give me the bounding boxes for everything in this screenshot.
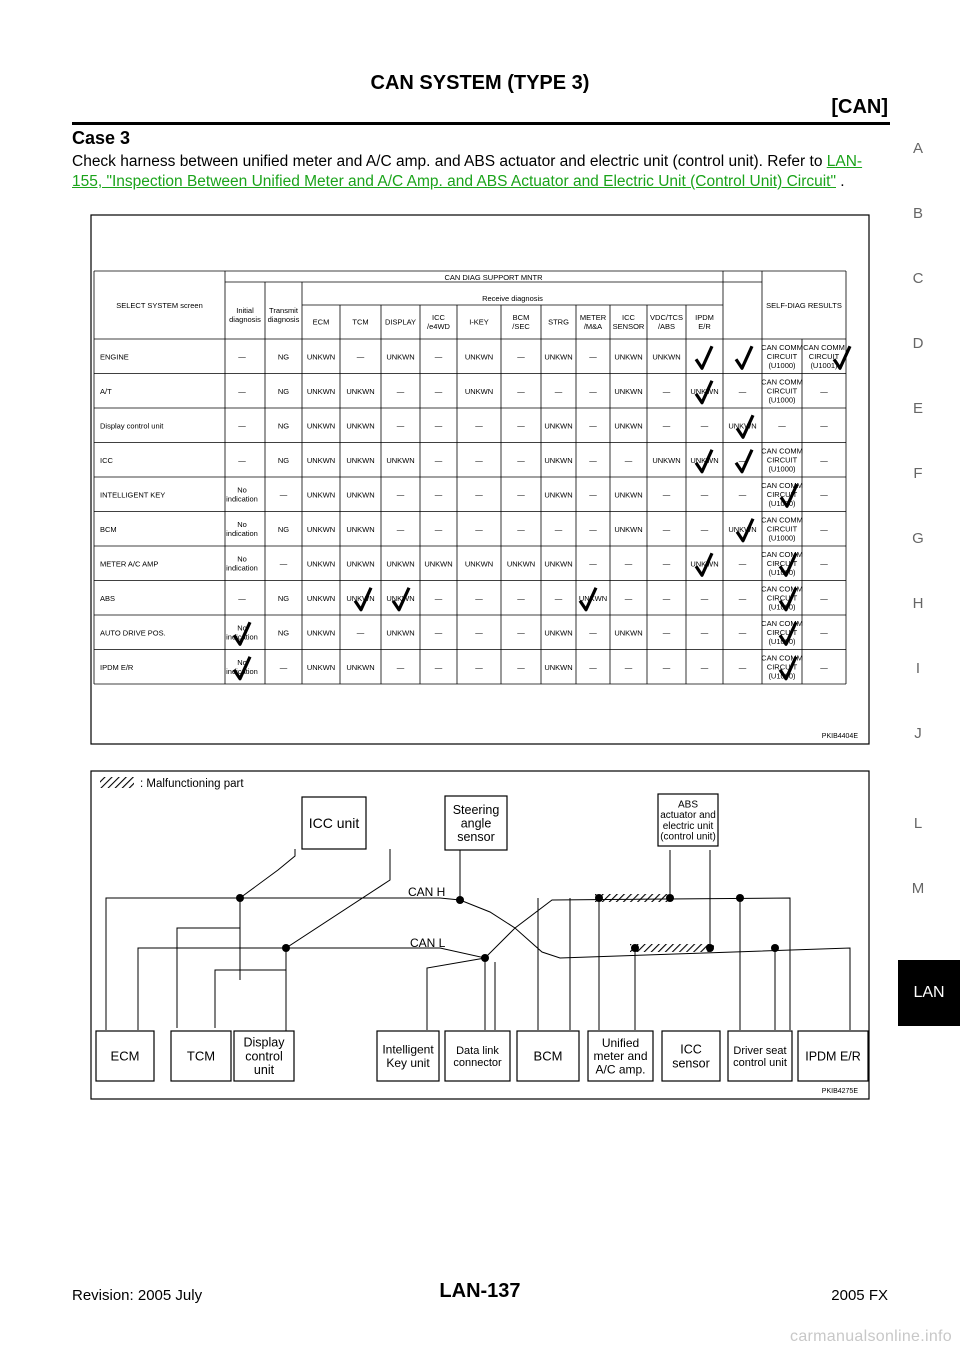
self-diag-cell: CIRCUIT	[766, 489, 798, 499]
wire-can-h	[106, 849, 295, 1030]
unit-label: ECM	[110, 1048, 140, 1064]
legend-text: : Malfunctioning part	[140, 778, 244, 790]
unit-label: control	[245, 1049, 283, 1064]
table-cell: —	[589, 352, 597, 362]
table-cell: —	[434, 593, 443, 603]
unit-label: Steering	[452, 802, 500, 817]
revision-text: Revision: 2005 July	[72, 1287, 203, 1304]
table-cell: UNKWN	[386, 628, 415, 638]
self-diag-cell: CIRCUIT	[766, 662, 798, 672]
header-receive-column: /M&A	[583, 322, 603, 332]
table-cell: UNKWN	[464, 559, 494, 569]
table-cell: —	[517, 490, 525, 500]
table-cell: —	[738, 662, 747, 672]
table-cell: —	[434, 524, 443, 534]
table-cell: UNKWN	[306, 490, 336, 500]
table-cell: —	[517, 421, 525, 431]
table-cell: —	[434, 628, 443, 638]
table-cell: —	[624, 662, 633, 672]
table-cell: —	[738, 593, 747, 603]
index-letter-b[interactable]: B	[912, 205, 923, 222]
unit-label: connector	[453, 1056, 502, 1069]
row-label: ICC	[100, 455, 113, 465]
body-text-tail: .	[836, 173, 845, 190]
table-cell: NG	[277, 352, 290, 362]
table-cell: —	[396, 524, 405, 534]
table-cell: UNKWN	[544, 490, 573, 500]
malfunction-hatch	[630, 944, 714, 952]
table-cell: —	[624, 593, 633, 603]
table-cell: —	[554, 386, 563, 396]
table-cell: —	[624, 559, 633, 569]
self-diag-cell: CIRCUIT	[766, 627, 798, 637]
table-cell: —	[434, 490, 443, 500]
index-letter-e[interactable]: E	[912, 400, 923, 417]
table-cell: No	[237, 485, 247, 495]
table-cell: —	[396, 386, 405, 396]
row-label: BCM	[100, 524, 117, 534]
unit-label: Data link	[456, 1044, 499, 1057]
table-cell: NG	[277, 593, 290, 603]
table-cell: UNKWN	[346, 490, 375, 500]
table-cell: —	[554, 524, 563, 534]
table-cell: UNKWN	[346, 421, 375, 431]
table-cell: UNKWN	[386, 559, 415, 569]
unit-label: sensor	[457, 829, 495, 844]
table-cell: UNKWN	[346, 662, 375, 672]
table-cell: No	[237, 657, 247, 667]
table-cell: indication	[226, 528, 258, 538]
self-diag-cell: —	[820, 559, 828, 569]
self-diag-cell: (U1000)	[768, 636, 796, 646]
wire-can-l	[286, 928, 850, 1030]
unit-label: angle	[460, 816, 492, 831]
table-cell: —	[279, 662, 288, 672]
wire-branch	[177, 898, 240, 1028]
table-cell: —	[700, 421, 709, 431]
table-cell: UNKWN	[306, 628, 336, 638]
table-cell: —	[434, 386, 443, 396]
table-cell: UNKWN	[306, 455, 336, 465]
table-cell: No	[237, 623, 247, 633]
self-diag-cell: —	[820, 455, 828, 465]
legend-hatch-swatch	[100, 777, 134, 788]
table-cell: UNKWN	[306, 524, 336, 534]
self-diag-cell: (U1000)	[768, 671, 796, 681]
table-cell: —	[238, 352, 246, 362]
table-cell: —	[279, 559, 288, 569]
row-label: IPDM E/R	[100, 662, 134, 672]
table-cell: —	[662, 559, 671, 569]
unit-label: unit	[253, 1063, 275, 1078]
header-receive-column: METER	[579, 313, 607, 323]
table-cell: UNKWN	[306, 386, 336, 396]
table-cell: No	[237, 519, 247, 529]
section-tag: [CAN]	[831, 96, 888, 118]
self-diag-cell: —	[820, 628, 828, 638]
self-diag-cell: CIRCUIT	[766, 593, 798, 603]
table-cell: —	[475, 455, 483, 465]
self-diag-cell: CIRCUIT	[766, 386, 798, 396]
table-cell: —	[475, 593, 483, 603]
header-receive-column: E/R	[698, 322, 711, 332]
table-cell: UNKWN	[690, 455, 719, 465]
index-letter-g[interactable]: G	[912, 530, 924, 547]
table-cell: —	[662, 628, 671, 638]
unit-label: A/C amp.	[595, 1062, 646, 1077]
row-label: INTELLIGENT KEY	[100, 490, 166, 500]
table-cell: —	[662, 490, 671, 500]
self-diag-cell: (U1000)	[768, 567, 796, 577]
table-cell: —	[589, 559, 597, 569]
self-diag-cell: —	[778, 421, 786, 431]
header-receive-column: /e4WD	[427, 322, 450, 332]
table-cell: —	[738, 559, 747, 569]
row-label: ENGINE	[100, 352, 129, 362]
table-cell: —	[434, 421, 443, 431]
unit-label: Intelligent	[382, 1042, 434, 1057]
check-mark-icon	[696, 346, 712, 368]
self-diag-cell: —	[820, 421, 828, 431]
index-letter-j[interactable]: J	[914, 725, 922, 742]
table-cell: —	[700, 662, 709, 672]
table-cell: UNKWN	[614, 421, 643, 431]
table-cell: —	[700, 628, 709, 638]
table-cell: UNKWN	[544, 352, 573, 362]
table-cell: UNKWN	[544, 455, 573, 465]
table-cell: —	[517, 455, 525, 465]
header-rule	[72, 122, 890, 125]
header-receive-column: IPDM	[695, 313, 714, 323]
table-cell: —	[700, 490, 709, 500]
can-wiring-diagram	[90, 770, 870, 1100]
header-receive-diag: Receive diagnosis	[482, 294, 543, 303]
row-label: Display control unit	[100, 421, 164, 431]
table-cell: —	[475, 662, 483, 672]
table-cell: UNKWN	[506, 559, 536, 569]
header-receive-column: SENSOR	[612, 322, 645, 332]
self-diag-cell: (U1000)	[768, 464, 796, 474]
table-cell: —	[279, 490, 288, 500]
table-cell: —	[738, 386, 747, 396]
self-diag-cell: —	[820, 386, 828, 396]
table-cell: UNKWN	[386, 352, 415, 362]
table-cell: NG	[277, 455, 290, 465]
unit-label: Unified	[601, 1036, 640, 1050]
table-cell: —	[662, 593, 671, 603]
header-receive-column: BCM	[512, 313, 530, 323]
header-receive-column: ICC	[432, 313, 445, 323]
junction-dot	[771, 944, 779, 952]
table-cell: UNKWN	[690, 386, 719, 396]
table-cell: UNKWN	[652, 352, 681, 362]
self-diag-cell: (U1000)	[768, 498, 796, 508]
table-cell: indication	[226, 563, 258, 573]
unit-label: ICC unit	[308, 814, 360, 831]
unit-label: BCM	[533, 1048, 563, 1064]
table-cell: —	[662, 421, 671, 431]
table-cell: UNKWN	[346, 524, 375, 534]
junction-dot	[481, 954, 489, 962]
unit-label: Display	[243, 1035, 285, 1050]
junction-dot	[736, 894, 744, 902]
diag-support-table-figure	[90, 214, 870, 745]
junction-dot	[236, 894, 244, 902]
table-cell: UNKWN	[578, 593, 608, 603]
header-select-system: SELECT SYSTEM screen	[116, 301, 203, 310]
header-initial-diag: diagnosis	[229, 315, 261, 325]
table-cell: UNKWN	[544, 421, 573, 431]
table-cell: UNKWN	[306, 593, 336, 603]
row-label: AUTO DRIVE POS.	[100, 628, 166, 638]
table-cell: —	[589, 386, 597, 396]
header-transmit-diag: Transmit	[269, 306, 298, 316]
table-cell: —	[238, 386, 246, 396]
self-diag-cell: CAN COMM	[761, 480, 803, 490]
table-cell: —	[662, 524, 671, 534]
self-diag-cell: CAN COMM	[761, 584, 803, 594]
page-title: CAN SYSTEM (TYPE 3)	[370, 72, 590, 94]
table-cell: UNKWN	[306, 662, 336, 672]
table-cell: UNKWN	[614, 386, 643, 396]
table-cell: —	[238, 421, 246, 431]
header-receive-column: I-KEY	[469, 317, 489, 327]
wire-can-l	[138, 849, 390, 1030]
body-text-main: Check harness between unified meter and A/C amp. and ABS actuator and electric unit (control unit). Refer to	[72, 153, 827, 170]
table-cell: —	[517, 628, 525, 638]
index-letter-c[interactable]: C	[912, 270, 924, 287]
table-cell: —	[738, 490, 747, 500]
table-cell: UNKWN	[614, 490, 643, 500]
table-cell: UNKWN	[614, 628, 643, 638]
table-cell: No	[237, 554, 247, 564]
table-cell: —	[589, 455, 597, 465]
wire-branch	[427, 958, 485, 1030]
self-diag-cell: —	[820, 593, 828, 603]
table-cell: UNKWN	[424, 559, 453, 569]
body-text	[72, 152, 892, 192]
unit-label: Key unit	[386, 1055, 430, 1070]
index-letter-d[interactable]: D	[912, 335, 924, 352]
header-receive-column: ECM	[312, 317, 330, 327]
table-cell: UNKWN	[386, 593, 415, 603]
header-receive-column: STRG	[548, 317, 569, 327]
table-cell: UNKWN	[690, 559, 719, 569]
table-cell: —	[396, 490, 405, 500]
table-cell: —	[589, 628, 597, 638]
table-cell: —	[434, 455, 443, 465]
table-cell: —	[475, 421, 483, 431]
figure-id: PKIB4404E	[821, 733, 858, 740]
self-diag-cell: CAN COMM	[761, 549, 803, 559]
self-diag-cell: (U1000)	[768, 360, 796, 370]
self-diag-cell: CAN COMM	[761, 618, 803, 628]
junction-dot	[706, 944, 714, 952]
self-diag-cell: —	[820, 524, 828, 534]
table-cell: —	[356, 628, 365, 638]
header-receive-column: TCM	[352, 317, 369, 327]
header-transmit-diag: diagnosis	[267, 315, 300, 325]
table-cell: —	[475, 524, 483, 534]
self-diag-cell: CIRCUIT	[808, 351, 840, 361]
header-receive-column: /ABS	[657, 322, 676, 332]
table-cell: —	[238, 593, 246, 603]
unit-label: IPDM E/R	[805, 1049, 861, 1064]
self-diag-cell: CAN COMM	[761, 653, 803, 663]
table-cell: —	[517, 662, 525, 672]
table-cell: NG	[277, 421, 290, 431]
table-cell: UNKWN	[346, 559, 375, 569]
table-cell: indication	[226, 494, 258, 504]
header-self-diag: SELF-DIAG RESULTS	[766, 301, 842, 310]
check-mark-icon	[736, 346, 752, 368]
table-cell: UNKWN	[652, 455, 681, 465]
index-letter-m[interactable]: M	[911, 880, 925, 897]
self-diag-cell: (U1000)	[768, 533, 796, 543]
self-diag-cell: CAN COMM	[761, 377, 803, 387]
wire-branch	[215, 948, 286, 1028]
unit-label: meter and	[593, 1049, 648, 1064]
table-cell: indication	[226, 632, 258, 642]
self-diag-cell: CIRCUIT	[766, 558, 798, 568]
junction-dot	[595, 894, 603, 902]
table-cell: —	[434, 352, 443, 362]
row-label: METER A/C AMP	[100, 559, 159, 569]
page-number: LAN-137	[439, 1280, 521, 1302]
table-cell: UNKWN	[306, 421, 336, 431]
table-cell: UNKWN	[614, 352, 643, 362]
table-cell: NG	[277, 628, 290, 638]
wire-can-h	[240, 898, 790, 1030]
table-cell: UNKWN	[728, 421, 757, 431]
table-cell: —	[517, 524, 525, 534]
row-label: ABS	[100, 593, 116, 603]
table-cell: UNKWN	[544, 662, 573, 672]
self-diag-cell: (U1000)	[768, 395, 796, 405]
unit-label: actuator and	[660, 810, 716, 822]
index-letter-i[interactable]: I	[915, 660, 921, 677]
header-receive-column: ICC	[622, 313, 635, 323]
table-cell: UNKWN	[346, 455, 375, 465]
table-cell: —	[624, 455, 633, 465]
can-l-label: CAN L	[410, 936, 446, 950]
reference-link[interactable]: LAN-155, "Inspection Between Unified Meter and A/C Amp. and ABS Actuator and Electric Unit (Control Unit) Circuit"	[72, 153, 863, 190]
index-letter-h[interactable]: H	[912, 595, 924, 612]
unit-label: ABS	[677, 799, 699, 811]
self-diag-cell: CIRCUIT	[766, 524, 798, 534]
header-receive-column: VDC/TCS	[650, 313, 683, 323]
table-cell: —	[700, 524, 709, 534]
table-cell: —	[475, 490, 483, 500]
table-cell: —	[517, 352, 525, 362]
table-cell: —	[554, 593, 563, 603]
unit-label: sensor	[672, 1056, 710, 1071]
table-cell: indication	[226, 666, 258, 676]
table-cell: UNKWN	[346, 593, 375, 603]
table-cell: UNKWN	[728, 524, 757, 534]
table-cell: —	[589, 662, 597, 672]
malfunction-hatch	[595, 894, 671, 902]
table-cell: —	[356, 352, 365, 362]
table-cell: NG	[277, 386, 290, 396]
header-initial-diag: Initial	[236, 306, 254, 316]
junction-dot	[666, 894, 674, 902]
table-cell: UNKWN	[544, 628, 573, 638]
table-cell: UNKWN	[306, 559, 336, 569]
table-cell: UNKWN	[386, 455, 415, 465]
self-diag-cell: CAN COMM	[761, 446, 803, 456]
table-cell: —	[396, 421, 405, 431]
self-diag-cell: —	[820, 490, 828, 500]
table-cell: —	[238, 455, 246, 465]
table-cell: —	[738, 455, 747, 465]
index-letter-l[interactable]: L	[913, 815, 923, 832]
lan-tab[interactable]: LAN	[898, 960, 960, 1026]
table-cell: —	[396, 662, 405, 672]
table-cell: —	[589, 524, 597, 534]
table-cell: UNKWN	[346, 386, 375, 396]
table-cell: —	[517, 386, 525, 396]
table-cell: UNKWN	[464, 386, 494, 396]
watermark: carmanualsonline.info	[790, 1328, 952, 1345]
table-cell: —	[475, 628, 483, 638]
can-h-label: CAN H	[408, 885, 446, 899]
self-diag-cell: CAN COMM	[761, 342, 803, 352]
self-diag-cell: CAN COMM	[803, 342, 845, 352]
table-cell: UNKWN	[464, 352, 494, 362]
unit-label: electric unit	[662, 820, 714, 832]
table-cell: UNKWN	[544, 559, 573, 569]
table-cell: —	[517, 593, 525, 603]
table-cell: —	[589, 421, 597, 431]
table-cell: —	[434, 662, 443, 672]
table-cell: —	[662, 386, 671, 396]
table-cell: —	[738, 628, 747, 638]
table-cell: —	[662, 662, 671, 672]
self-diag-cell: CIRCUIT	[766, 351, 798, 361]
unit-label: control unit	[733, 1056, 787, 1069]
row-label: A/T	[100, 386, 112, 396]
index-letter-f[interactable]: F	[913, 465, 923, 482]
table-cell: —	[700, 593, 709, 603]
junction-dot	[282, 944, 290, 952]
unit-label: (control unit)	[660, 831, 716, 843]
self-diag-cell: —	[820, 662, 828, 672]
header-receive-column: /SEC	[512, 322, 530, 332]
table-cell: UNKWN	[306, 352, 336, 362]
header-receive-column: DISPLAY	[384, 317, 417, 327]
case-title: Case 3	[72, 128, 131, 148]
self-diag-cell: (U1001)	[810, 360, 838, 370]
index-letter-a[interactable]: A	[912, 140, 923, 157]
junction-dot	[631, 944, 639, 952]
model-text: 2005 FX	[831, 1287, 888, 1304]
table-cell: NG	[277, 524, 290, 534]
self-diag-cell: (U1000)	[768, 602, 796, 612]
header-can-diag: CAN DIAG SUPPORT MNTR	[444, 273, 543, 282]
unit-label: ICC	[680, 1042, 702, 1057]
table-cell: —	[589, 490, 597, 500]
self-diag-cell: CAN COMM	[761, 515, 803, 525]
unit-label: TCM	[186, 1048, 216, 1064]
junction-dot	[456, 896, 464, 904]
self-diag-cell: CIRCUIT	[766, 455, 798, 465]
unit-label: Driver seat	[733, 1044, 787, 1057]
figure-id: PKIB4275E	[821, 1088, 858, 1095]
table-cell: UNKWN	[614, 524, 643, 534]
